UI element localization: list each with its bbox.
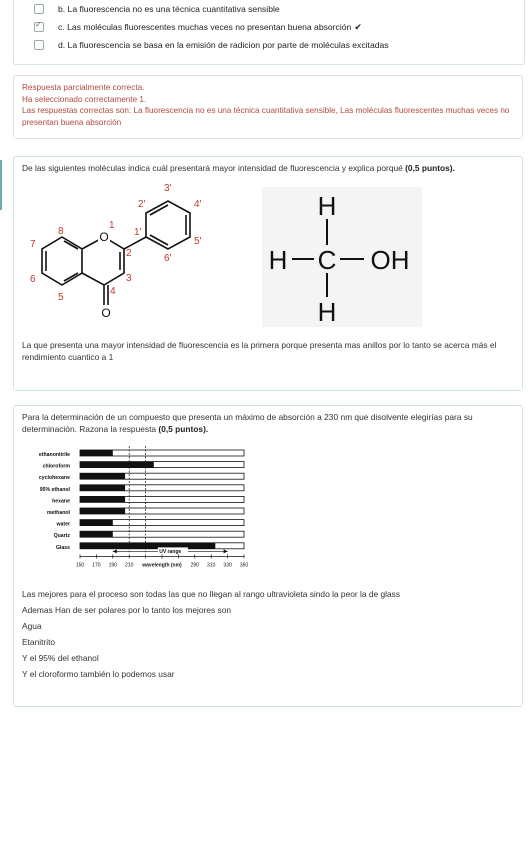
bar-fill <box>80 531 113 537</box>
answer-line: Y el 95% del ethanol <box>22 653 99 663</box>
x-tick-label: 310 <box>207 562 216 569</box>
bar-fill <box>80 473 125 479</box>
h-left: H <box>268 245 288 275</box>
bar-fill <box>80 508 125 514</box>
h-top: H <box>317 191 337 221</box>
feedback-panel <box>13 75 523 139</box>
hydroxyl: OH <box>370 245 410 275</box>
methanol-structure <box>262 187 422 327</box>
category-label: cyclohexane <box>38 475 70 482</box>
flavone-structure <box>22 177 242 329</box>
feedback-selected: Ha seleccionado correctamente 1. <box>22 94 147 104</box>
x-tick-label: 290 <box>190 562 199 569</box>
x-tick-label: 150 <box>75 562 85 569</box>
category-label: Glass <box>55 544 70 551</box>
x-tick-label: 190 <box>108 562 117 569</box>
question-prompt: De las siguientes moléculas indica cuál presentará mayor intensidad de fluorescencia y explica porqué <box>22 163 403 173</box>
x-tick-label: 330 <box>223 562 232 569</box>
option-b[interactable] <box>34 1 280 17</box>
checkbox-c[interactable] <box>34 22 44 32</box>
bar-fill <box>80 485 125 491</box>
bar-fill <box>80 543 215 549</box>
x-tick-label: 170 <box>92 562 101 569</box>
option-b-label: b. La fluorescencia no es una técnica cuantitativa sensible <box>58 4 280 14</box>
category-label: ethanonitrile <box>38 452 70 458</box>
category-label: 95% ethanol <box>39 486 70 493</box>
pos-2: 2 <box>126 248 132 259</box>
pos-3p: 3' <box>164 183 172 194</box>
pos-2p: 2' <box>138 199 146 210</box>
pos-5: 5 <box>58 292 64 303</box>
uv-arrow-right <box>224 549 228 553</box>
question-prompt-2: Para la determinación de un compuesto que presenta un máximo de absorción a 230 nm que disolvente elegirías para su determinación. Razona la respuesta <box>22 412 473 434</box>
x-tick-label: wavelength (nm) <box>142 562 182 569</box>
answer-line: Ademas Han de ser polares por lo tanto los mejores son <box>22 605 232 615</box>
bar-fill <box>80 496 125 502</box>
option-d-label: d. La fluorescencia se basa en la emisión de radicion por parte de moléculas excitadas <box>58 40 389 50</box>
h-bottom: H <box>317 297 337 327</box>
pos-3: 3 <box>126 273 132 284</box>
student-answer: La que presenta una mayor intensidad de fluorescencia es la primera porque presenta mas anillos por lo tanto se acerca más el rendimiento cuantico a 1 <box>22 340 497 362</box>
pos-1p: 1' <box>134 227 142 238</box>
option-d[interactable] <box>34 37 389 53</box>
checkbox-b[interactable] <box>34 4 44 14</box>
option-c[interactable] <box>34 19 362 35</box>
answer-options-panel <box>13 0 525 65</box>
uv-range-label: UV range <box>159 548 182 555</box>
carbon: C <box>317 245 337 275</box>
question-points: (0,5 puntos). <box>405 163 455 173</box>
uv-cutoff-chart <box>22 444 247 574</box>
answer-line: Las mejores para el proceso son todas las que no llegan al rango ultravioleta sindo la peor la de glass <box>22 589 401 599</box>
answer-line: Y el cloroformo también lo podemos usar <box>22 669 175 679</box>
category-label: hexane <box>52 498 70 505</box>
pos-7: 7 <box>30 239 36 250</box>
feedback-status: Respuesta parcialmente correcta. <box>22 83 145 92</box>
pos-4p: 4' <box>194 199 202 210</box>
question-card-fluorescence <box>13 156 523 391</box>
pos-8: 8 <box>58 226 64 237</box>
category-label: water <box>56 521 70 528</box>
question-marker <box>0 160 2 210</box>
category-label: methanol <box>46 510 70 516</box>
bar-fill <box>80 450 113 456</box>
checkbox-d[interactable] <box>34 40 44 50</box>
uv-arrow-left <box>113 549 117 553</box>
x-tick-label: 350 <box>239 562 249 569</box>
question-card-solvent <box>13 405 523 707</box>
x-tick-label: 210 <box>125 562 134 569</box>
category-label: Quartz <box>53 533 70 540</box>
pos-5p: 5' <box>194 236 202 247</box>
pos-4: 4 <box>110 286 116 297</box>
feedback-correct-answers: Las respuestas correctas son: La fluorescencia no es una técnica cuantitativa sensible, Las moléculas fluorescentes muchas veces no presentan buena absorción <box>22 106 510 127</box>
option-c-label: c. Las moléculas fluorescentes muchas veces no presentan buena absorción <box>58 22 352 32</box>
question-points-2: (0,5 puntos). <box>158 424 209 434</box>
category-label: chloroform <box>42 463 70 470</box>
bar-fill <box>80 462 154 468</box>
question-text <box>22 162 514 174</box>
pos-1: 1 <box>109 220 115 231</box>
answer-line: Etanitrito <box>22 637 56 647</box>
carbonyl-oxygen: O <box>101 306 111 320</box>
ring-oxygen: O <box>99 230 109 244</box>
bar-fill <box>80 520 113 526</box>
pos-6p: 6' <box>164 253 172 264</box>
correct-check-icon: ✔ <box>354 21 362 32</box>
answer-line: Agua <box>22 621 42 631</box>
pos-6: 6 <box>30 274 36 285</box>
question-text-2 <box>22 411 514 435</box>
